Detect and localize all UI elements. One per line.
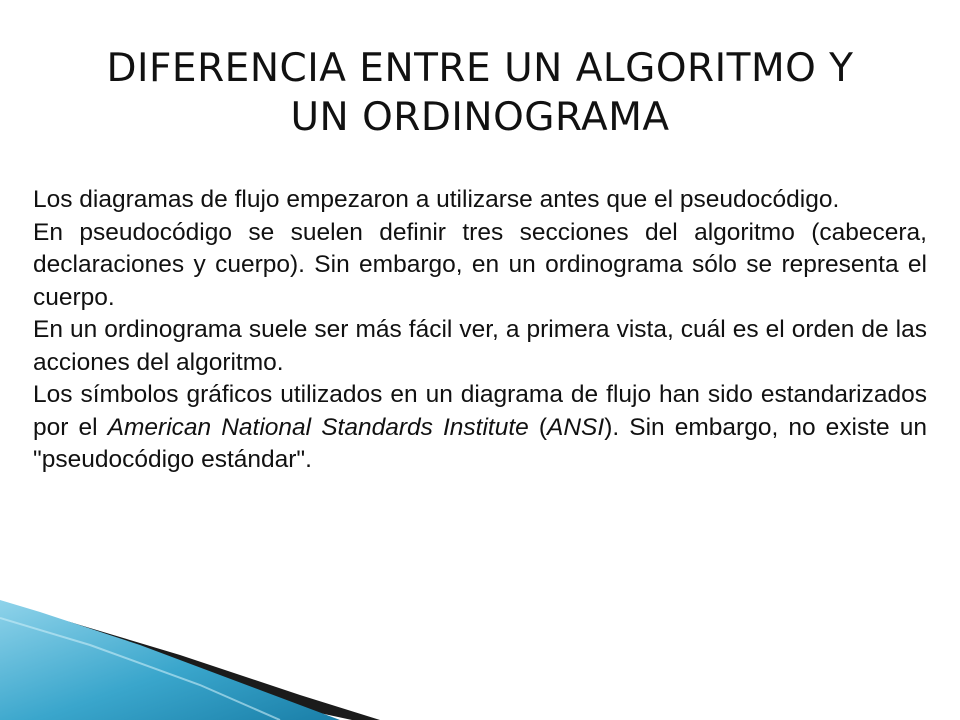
paragraph-4-text-a: Los símbolos gráficos utilizados en un diagrama de flujo han sido estandarizados por el	[33, 381, 927, 441]
paragraph-4	[33, 379, 927, 477]
ansi-full-name: American National Standards Institute	[107, 413, 529, 441]
paragraph-1: Los diagramas de flujo empezaron a utilizarse antes que el pseudocódigo.	[33, 186, 840, 213]
ansi-abbreviation: ANSI	[547, 413, 605, 441]
paragraph-4-text-e: ). Sin embargo, no existe un "pseudocódigo estándar".	[33, 413, 928, 473]
decorative-corner-swoosh	[0, 600, 960, 720]
slide-title	[40, 44, 920, 142]
slide-title-line-2: UN ORDINOGRAMA	[290, 95, 670, 140]
slide-title-line-1: DIFERENCIA ENTRE UN ALGORITMO Y	[106, 46, 854, 91]
paragraph-4-text-c: (	[528, 413, 548, 441]
swoosh-blue	[0, 600, 340, 720]
paragraph-2: En pseudocódigo se suelen definir tres secciones del algoritmo (cabecera, declaraciones y cuerpo). Sin embargo, en un ordinograma sólo se representa el cuerpo.	[33, 218, 927, 311]
slide-body	[33, 184, 927, 477]
paragraph-3: En un ordinograma suele ser más fácil ver, a primera vista, cuál es el orden de las acciones del algoritmo.	[33, 316, 927, 376]
